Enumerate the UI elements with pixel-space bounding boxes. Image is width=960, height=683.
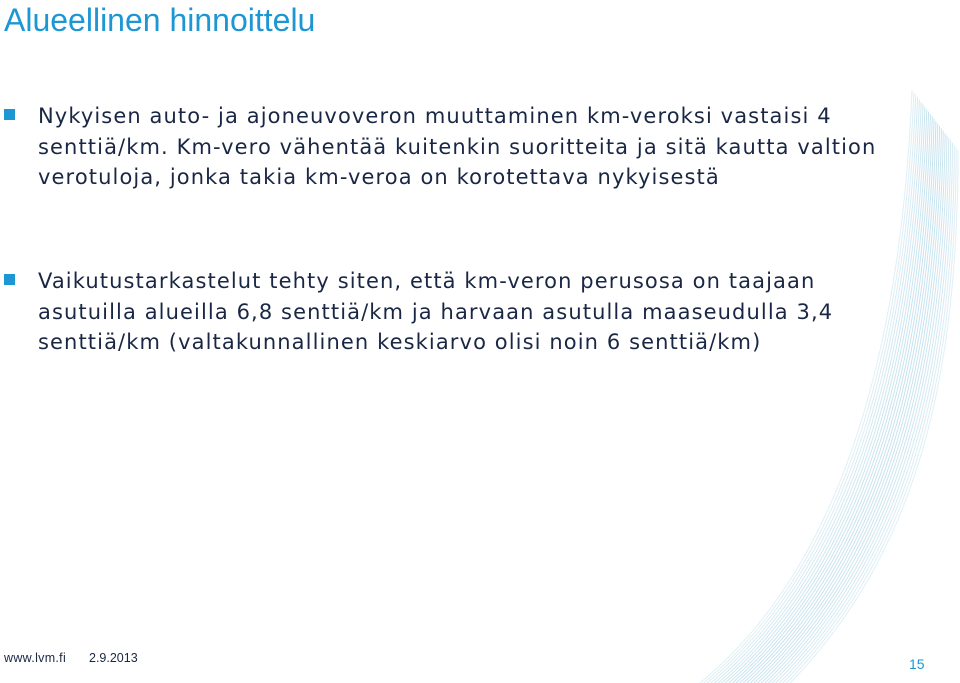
decorative-line xyxy=(783,145,955,683)
bullet-text-2: Vaikutustarkastelut tehty siten, että km-veron perusosa on taajaan asutuilla alueilla 6,8 senttiä/km ja harvaan asutulla maaseudulla 3,4 senttiä/km (valtakunnallinen keskiarvo olisi noin 6 senttiä/km) xyxy=(38,269,834,354)
decorative-line xyxy=(750,124,937,683)
decorative-line xyxy=(761,131,943,683)
decorative-line xyxy=(732,112,928,683)
decorative-line xyxy=(758,128,942,683)
footer-url: www.lvm.fi xyxy=(4,651,67,665)
footer-date: 2.9.2013 xyxy=(89,651,138,665)
decorative-line xyxy=(776,140,951,683)
decorative-line xyxy=(779,143,952,683)
decorative-line xyxy=(786,148,956,683)
decorative-line xyxy=(729,109,927,683)
bullet-text-1: Nykyisen auto- ja ajoneuvoveron muuttaminen km-veroksi vastaisi 4 senttiä/km. Km-vero vähentää kuitenkin suoritteita ja sitä kautta valtion verotuloja, jonka takia km-veroa on korotettava nykyisestä xyxy=(38,104,877,189)
decorative-line xyxy=(740,116,933,683)
decorative-line xyxy=(747,121,936,683)
decorative-line xyxy=(754,126,940,683)
bullet-item-1 xyxy=(38,101,918,193)
decorative-line xyxy=(772,138,949,683)
bullet-item-2 xyxy=(38,266,918,358)
decorative-line xyxy=(743,119,934,683)
page-number: 15 xyxy=(909,656,925,672)
decorative-line xyxy=(765,133,945,683)
decorative-line xyxy=(725,107,925,683)
decorative-line xyxy=(768,136,947,683)
square-bullet-icon xyxy=(4,274,15,285)
decorative-line xyxy=(736,114,930,683)
square-bullet-icon xyxy=(4,109,15,120)
slide-title: Alueellinen hinnoittelu xyxy=(4,2,316,38)
decorative-line xyxy=(790,150,958,683)
